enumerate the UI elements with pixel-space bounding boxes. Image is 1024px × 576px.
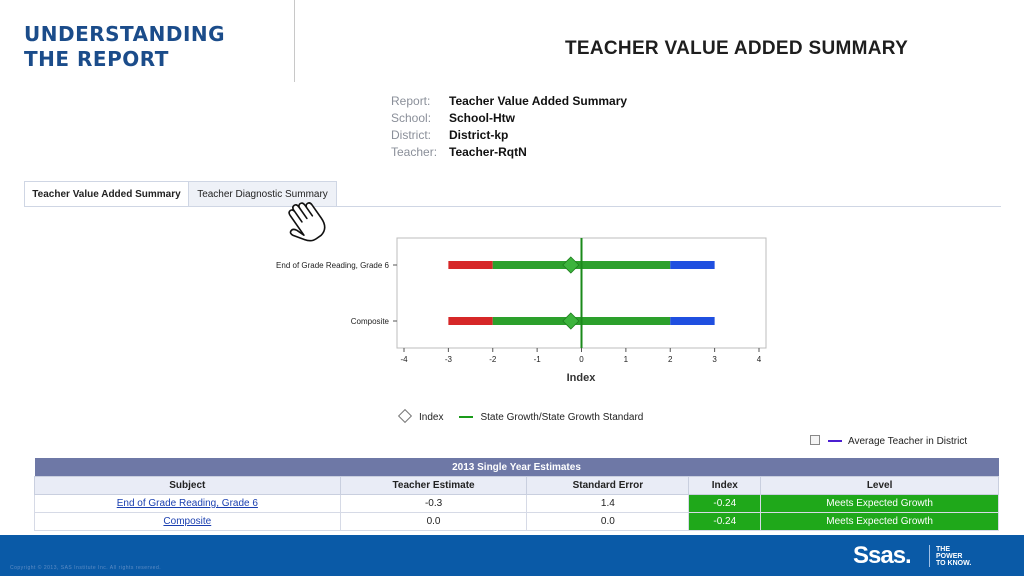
table-caption-row: [35, 458, 999, 477]
x-tick-label: 3: [712, 355, 717, 364]
subject-link[interactable]: Composite: [163, 516, 212, 527]
column-header-teacher-estimate: Teacher Estimate: [340, 477, 527, 495]
x-tick-label: -1: [533, 355, 541, 364]
interval-band-segment: [670, 317, 714, 325]
chart-category-label: End of Grade Reading, Grade 6: [276, 261, 389, 270]
level-cell: Meets Expected Growth: [761, 513, 999, 531]
interval-band-segment: [448, 261, 492, 269]
teacher-estimate-cell: -0.3: [340, 495, 527, 513]
school-label: School:: [391, 111, 432, 125]
tab-teacher-diagnostic-summary[interactable]: Teacher Diagnostic Summary: [188, 181, 337, 207]
tab-teacher-value-added-summary[interactable]: Teacher Value Added Summary: [24, 181, 189, 207]
interval-band-segment: [448, 317, 492, 325]
column-header-index: Index: [689, 477, 761, 495]
slide-title-line-1: UNDERSTANDING: [24, 22, 226, 46]
logo-tagline: [936, 546, 971, 567]
legend-index-label: Index: [419, 412, 444, 423]
x-tick-label: -2: [489, 355, 497, 364]
standard-error-cell: 0.0: [527, 513, 689, 531]
x-tick-label: 1: [623, 355, 629, 364]
interval-band-segment: [670, 261, 714, 269]
table-row: [35, 513, 999, 531]
average-teacher-toggle: [810, 435, 967, 449]
report-label: Report:: [391, 94, 431, 108]
subject-cell: [35, 495, 341, 513]
logo-divider: [929, 545, 930, 567]
teacher-value: Teacher-RqtN: [449, 145, 527, 159]
x-tick-label: 0: [579, 355, 584, 364]
slide-heading: TEACHER VALUE ADDED SUMMARY: [565, 38, 909, 59]
copyright-text: Copyright © 2013, SAS Institute Inc. All rights reserved.: [10, 565, 162, 571]
column-header-subject: Subject: [35, 477, 341, 495]
average-teacher-line-icon: [828, 440, 842, 442]
subject-cell: [35, 513, 341, 531]
average-teacher-checkbox[interactable]: [810, 435, 820, 445]
tagline-line-3: TO KNOW.: [936, 560, 972, 567]
estimates-table: [34, 458, 999, 531]
index-cell: -0.24: [689, 495, 761, 513]
table-caption: 2013 Single Year Estimates: [35, 458, 999, 477]
subject-link[interactable]: End of Grade Reading, Grade 6: [116, 498, 258, 509]
chart-x-axis-label: Index: [566, 372, 596, 384]
district-value: District-kp: [449, 128, 509, 142]
sas-wordmark: Ssas.: [853, 542, 911, 569]
teacher-estimate-cell: 0.0: [340, 513, 527, 531]
school-value: School-Htw: [449, 111, 515, 125]
index-cell: -0.24: [689, 513, 761, 531]
table-header-row: [35, 477, 999, 495]
index-diamond-icon: [398, 409, 412, 423]
slide-title-line-2: THE REPORT: [24, 47, 169, 71]
column-header-standard-error: Standard Error: [527, 477, 689, 495]
standard-error-cell: 1.4: [527, 495, 689, 513]
chart-category-label: Composite: [350, 317, 389, 326]
chart-legend: [396, 411, 643, 425]
x-tick-label: -4: [400, 355, 408, 364]
column-header-level: Level: [761, 477, 999, 495]
growth-standard-line-icon: [459, 416, 473, 418]
x-tick-label: 4: [756, 355, 762, 364]
average-teacher-label: Average Teacher in District: [848, 436, 968, 447]
tagline-line-1: THE: [936, 546, 950, 553]
legend-growth-standard-label: State Growth/State Growth Standard: [480, 412, 644, 423]
tagline-line-2: POWER: [936, 553, 963, 560]
x-tick-label: -3: [444, 355, 452, 364]
table-row: [35, 495, 999, 513]
district-label: District:: [391, 128, 431, 142]
teacher-label: Teacher:: [391, 145, 438, 159]
footer-bar: [0, 535, 1024, 576]
level-cell: Meets Expected Growth: [761, 495, 999, 513]
x-tick-label: 2: [668, 355, 673, 364]
report-value: Teacher Value Added Summary: [449, 94, 628, 108]
